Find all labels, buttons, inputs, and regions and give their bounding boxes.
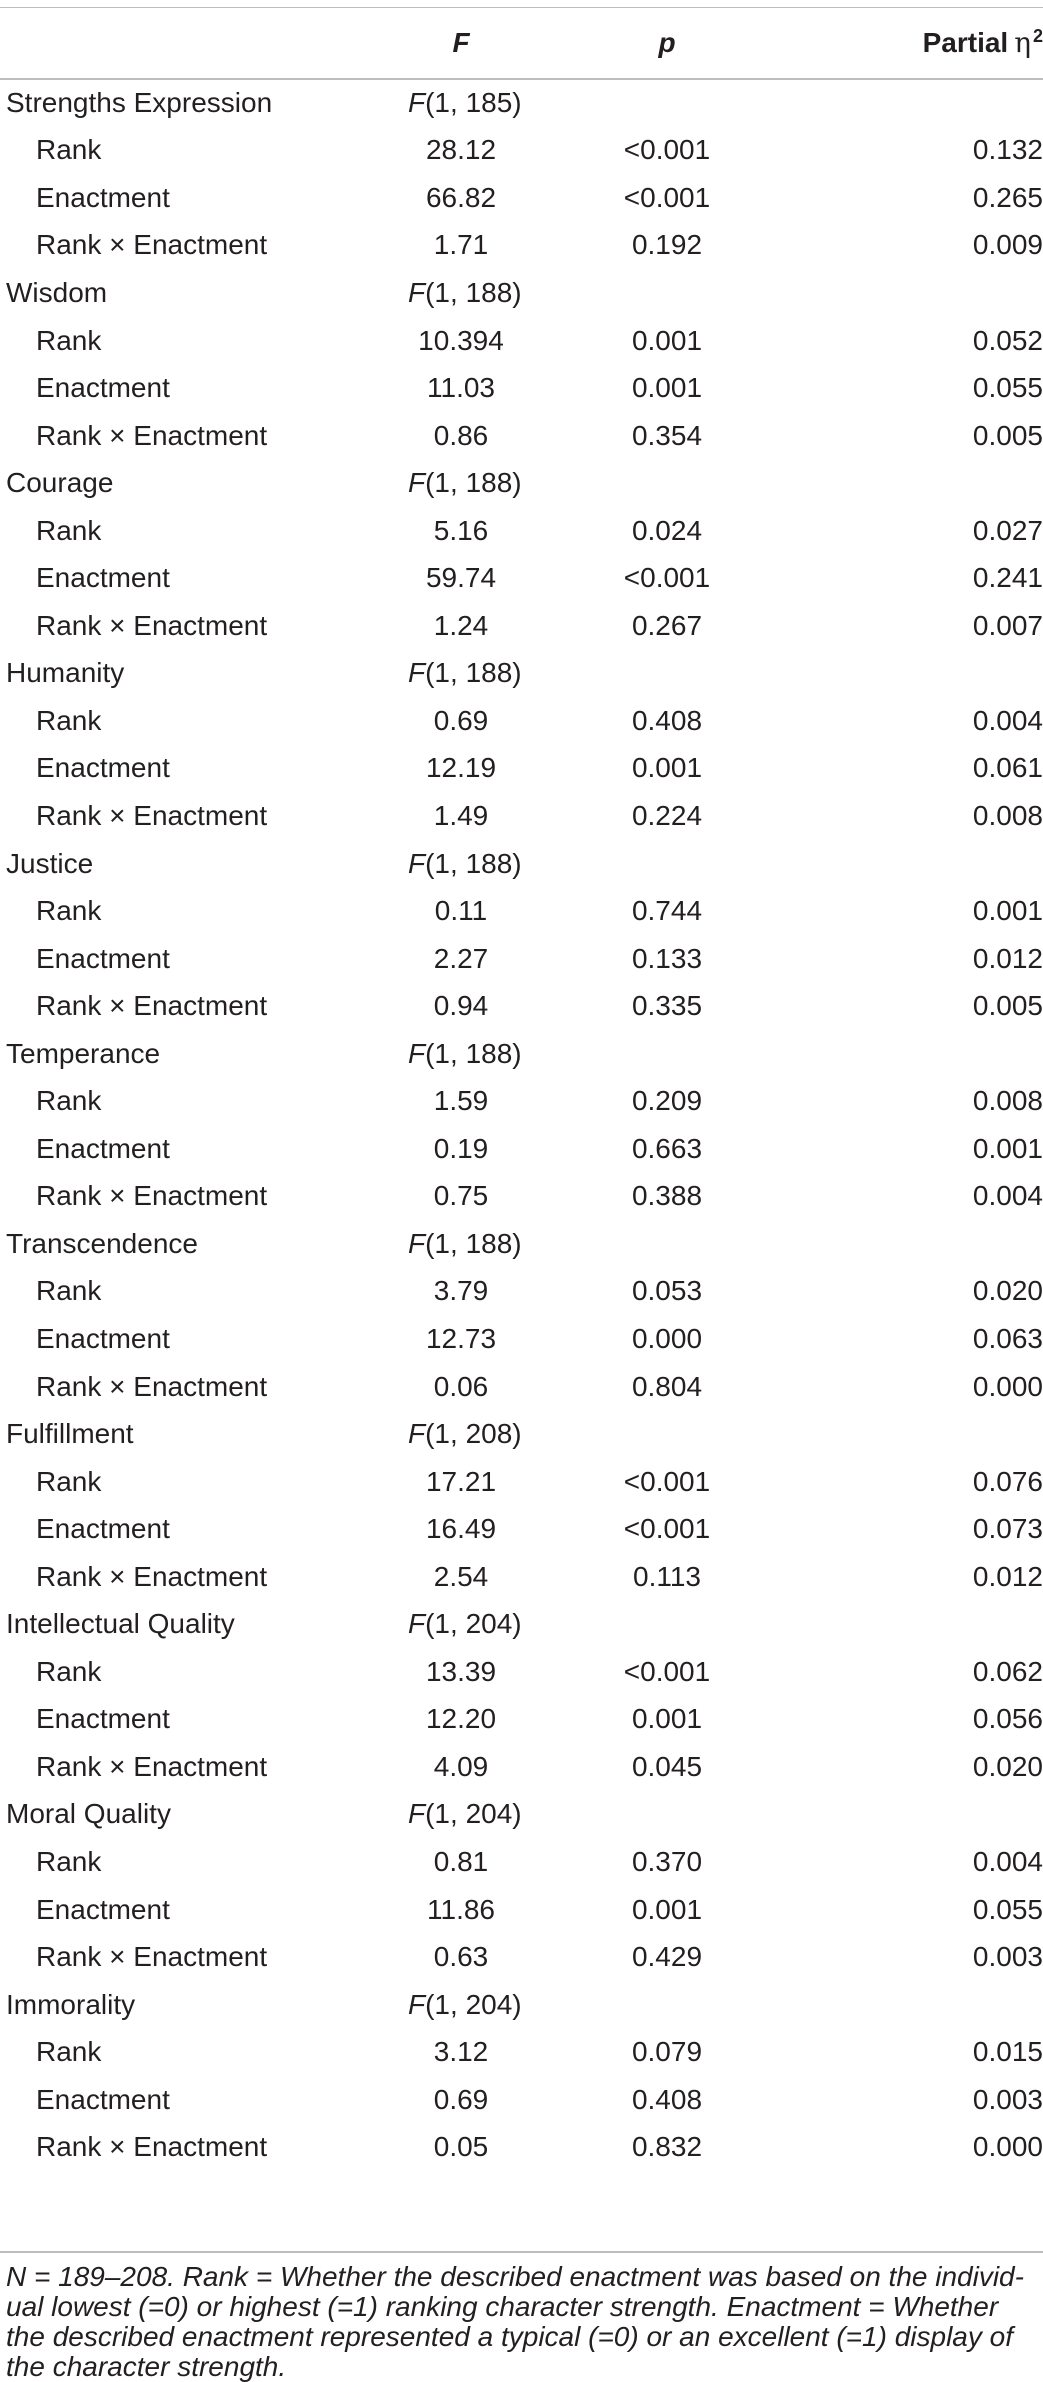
df-f-letter: F xyxy=(408,847,426,879)
table-row xyxy=(0,1458,1043,1506)
effect-label: Enactment xyxy=(36,752,170,784)
partial-eta-value: 0.055 xyxy=(972,372,1043,404)
p-value: 0.744 xyxy=(631,895,703,927)
table-row xyxy=(0,174,1043,222)
table-row xyxy=(0,317,1043,365)
partial-eta-value: 0.073 xyxy=(972,1513,1043,1545)
f-value: 3.79 xyxy=(433,1275,489,1307)
empty-cell xyxy=(792,79,1043,127)
effect-label: Rank × Enactment xyxy=(36,799,268,831)
f-value: 4.09 xyxy=(433,1750,489,1782)
partial-eta-value: 0.062 xyxy=(972,1655,1043,1687)
partial-eta-value: 0.000 xyxy=(972,1370,1043,1402)
effect-label: Rank × Enactment xyxy=(36,990,268,1022)
empty-cell xyxy=(542,1220,792,1268)
effect-label: Rank xyxy=(36,1275,102,1307)
partial-eta-value: 0.007 xyxy=(972,609,1043,641)
df-text xyxy=(408,467,522,498)
df-f-letter: F xyxy=(408,1418,426,1450)
empty-cell xyxy=(542,79,792,127)
p-value: 0.354 xyxy=(631,419,703,451)
table-bottom-rule xyxy=(0,2251,1043,2253)
footnote-line: the described enactment represented a typical (=0) or an excellent (=1) display of xyxy=(6,2321,1014,2352)
group-label: Wisdom xyxy=(6,276,108,308)
df-values: (1, 208) xyxy=(425,1418,522,1450)
footnote-line: the character strength. xyxy=(6,2351,287,2382)
effect-label: Rank xyxy=(36,2036,102,2068)
table-row xyxy=(0,792,1043,840)
partial-eta-value: 0.003 xyxy=(972,2083,1043,2115)
effect-label: Enactment xyxy=(36,372,170,404)
empty-cell xyxy=(542,840,792,888)
header-label-column xyxy=(0,7,380,79)
header-partial-eta-column xyxy=(792,7,1043,79)
p-value: <0.001 xyxy=(623,181,711,213)
f-value: 3.12 xyxy=(433,2036,489,2068)
table-body xyxy=(0,79,1043,2171)
p-value: 0.001 xyxy=(631,752,703,784)
partial-eta-value: 0.063 xyxy=(972,1322,1043,1354)
group-row xyxy=(0,650,1043,698)
df-values: (1, 185) xyxy=(425,87,522,119)
eta-superscript: 2 xyxy=(1032,26,1043,46)
f-value: 59.74 xyxy=(425,562,497,594)
group-degrees-of-freedom xyxy=(380,1601,542,1649)
partial-eta-value: 0.052 xyxy=(972,324,1043,356)
header-f-column: F xyxy=(380,7,542,79)
df-text xyxy=(408,1228,522,1259)
p-value: 0.408 xyxy=(631,704,703,736)
f-value: 2.54 xyxy=(433,1560,489,1592)
partial-eta-value: 0.001 xyxy=(972,1132,1043,1164)
p-value: 0.024 xyxy=(631,514,703,546)
partial-eta-value: 0.003 xyxy=(972,1941,1043,1973)
group-row xyxy=(0,459,1043,507)
header-p-column: p xyxy=(542,7,792,79)
effect-label: Rank × Enactment xyxy=(36,1941,268,1973)
group-label: Transcendence xyxy=(6,1227,198,1259)
effect-label: Enactment xyxy=(36,1132,170,1164)
table-row xyxy=(0,1315,1043,1363)
df-text xyxy=(408,87,522,118)
group-label: Intellectual Quality xyxy=(6,1608,235,1640)
effect-label: Rank xyxy=(36,1655,102,1687)
f-value: 5.16 xyxy=(433,514,489,546)
table-row xyxy=(0,697,1043,745)
effect-label: Rank xyxy=(36,1846,102,1877)
p-value: <0.001 xyxy=(623,1655,711,1687)
table-row xyxy=(0,127,1043,175)
effect-label: Enactment xyxy=(36,562,170,594)
f-value: 0.69 xyxy=(433,2083,489,2115)
header-row xyxy=(0,7,1043,79)
effect-label: Enactment xyxy=(36,2083,170,2115)
p-value: 0.804 xyxy=(631,1370,703,1402)
df-values: (1, 188) xyxy=(425,847,522,879)
group-label: Strengths Expression xyxy=(6,87,273,119)
p-value: 0.001 xyxy=(631,1703,703,1735)
empty-cell xyxy=(542,1601,792,1649)
footnote-line: N = 189–208. Rank = Whether the described enactment was based on the individ- xyxy=(6,2261,1024,2292)
p-value: 0.663 xyxy=(631,1132,703,1164)
f-value: 17.21 xyxy=(425,1465,497,1497)
df-f-letter: F xyxy=(408,1227,426,1259)
group-label: Courage xyxy=(6,467,114,499)
effect-label: Rank × Enactment xyxy=(36,1750,268,1782)
f-value: 11.03 xyxy=(427,372,495,404)
p-value: 0.267 xyxy=(631,609,703,641)
p-value: <0.001 xyxy=(623,1513,711,1545)
partial-eta-value: 0.009 xyxy=(972,229,1043,261)
group-label: Moral Quality xyxy=(6,1798,171,1830)
partial-eta-value: 0.132 xyxy=(972,134,1043,166)
df-text xyxy=(408,1989,522,2020)
p-value: 0.001 xyxy=(631,1893,703,1925)
group-degrees-of-freedom xyxy=(380,79,542,127)
f-value: 1.71 xyxy=(433,229,489,261)
f-value: 10.394 xyxy=(418,324,504,356)
effect-label: Rank × Enactment xyxy=(36,2131,268,2163)
effect-label: Enactment xyxy=(36,1322,170,1354)
anova-results-table xyxy=(0,7,1043,2171)
df-values: (1, 188) xyxy=(425,657,522,689)
df-f-letter: F xyxy=(408,1608,426,1640)
df-f-letter: F xyxy=(408,467,426,499)
table-row xyxy=(0,2124,1043,2172)
effect-label: Rank × Enactment xyxy=(36,1560,268,1592)
effect-label: Rank xyxy=(36,324,102,356)
p-value: 0.335 xyxy=(631,990,703,1022)
group-label: Immorality xyxy=(6,1988,136,2020)
table-header xyxy=(0,7,1043,79)
group-degrees-of-freedom xyxy=(380,840,542,888)
df-f-letter: F xyxy=(408,87,426,119)
partial-eta-value: 0.000 xyxy=(972,2131,1043,2163)
effect-label: Rank × Enactment xyxy=(36,229,268,261)
table-row xyxy=(0,2076,1043,2124)
table-row xyxy=(0,1553,1043,1601)
f-value: 11.86 xyxy=(427,1893,495,1925)
p-value: 0.832 xyxy=(631,2131,703,2163)
empty-cell xyxy=(542,1791,792,1839)
p-value: 0.079 xyxy=(631,2036,703,2068)
f-value: 1.24 xyxy=(433,609,489,641)
f-value: 13.39 xyxy=(425,1655,497,1687)
df-f-letter: F xyxy=(408,657,426,689)
table-row xyxy=(0,1268,1043,1316)
p-value: <0.001 xyxy=(623,1465,711,1497)
effect-label: Rank xyxy=(36,514,102,546)
table-row xyxy=(0,507,1043,555)
p-value: 0.133 xyxy=(631,942,703,974)
partial-eta-value: 0.008 xyxy=(972,799,1043,831)
effect-label: Rank × Enactment xyxy=(36,1370,268,1402)
empty-cell xyxy=(792,1030,1043,1078)
p-value: <0.001 xyxy=(623,134,711,166)
header-partial-text: Partial xyxy=(922,27,1009,58)
df-values: (1, 188) xyxy=(425,276,522,308)
p-value: 0.053 xyxy=(631,1275,703,1307)
p-value: 0.001 xyxy=(631,372,703,404)
effect-label: Rank xyxy=(36,1465,102,1497)
group-degrees-of-freedom xyxy=(380,1410,542,1458)
df-values: (1, 188) xyxy=(425,1037,522,1069)
table-row xyxy=(0,222,1043,270)
f-value: 2.27 xyxy=(433,942,489,974)
partial-eta-value: 0.005 xyxy=(972,419,1043,451)
effect-label: Rank xyxy=(36,704,102,736)
group-degrees-of-freedom xyxy=(380,650,542,698)
df-f-letter: F xyxy=(408,1037,426,1069)
df-text xyxy=(408,1608,522,1639)
f-value: 0.11 xyxy=(434,895,488,927)
table-row xyxy=(0,364,1043,412)
effect-label: Rank × Enactment xyxy=(36,609,268,641)
empty-cell xyxy=(792,459,1043,507)
p-value: 0.113 xyxy=(633,1560,701,1592)
group-row xyxy=(0,1601,1043,1649)
f-value: 12.19 xyxy=(425,752,497,784)
p-value: 0.224 xyxy=(631,799,703,831)
table-row xyxy=(0,412,1043,460)
table-row xyxy=(0,1077,1043,1125)
group-degrees-of-freedom xyxy=(380,459,542,507)
partial-eta-value: 0.005 xyxy=(972,990,1043,1022)
empty-cell xyxy=(792,1410,1043,1458)
df-f-letter: F xyxy=(408,1798,426,1830)
table-row xyxy=(0,887,1043,935)
empty-cell xyxy=(542,1030,792,1078)
effect-label: Enactment xyxy=(36,1703,170,1735)
table-row xyxy=(0,1505,1043,1553)
f-value: 0.86 xyxy=(433,419,489,451)
group-label: Humanity xyxy=(6,657,125,689)
table-row xyxy=(0,1933,1043,1981)
df-values: (1, 188) xyxy=(425,467,522,499)
empty-cell xyxy=(792,1220,1043,1268)
df-text xyxy=(408,1798,522,1829)
effect-label: Enactment xyxy=(36,942,170,974)
df-text xyxy=(408,657,522,688)
table-row xyxy=(0,1648,1043,1696)
group-label: Fulfillment xyxy=(6,1418,134,1450)
f-value: 0.75 xyxy=(433,1180,489,1212)
f-value: 0.63 xyxy=(433,1941,489,1973)
group-degrees-of-freedom xyxy=(380,1981,542,2029)
df-values: (1, 204) xyxy=(425,1988,522,2020)
partial-eta-value: 0.241 xyxy=(972,562,1043,594)
effect-label: Rank xyxy=(36,1085,102,1117)
f-value: 1.49 xyxy=(433,799,489,831)
df-text xyxy=(408,277,522,308)
partial-eta-value: 0.265 xyxy=(972,181,1043,213)
table-footnote xyxy=(6,2262,1038,2382)
p-value: <0.001 xyxy=(623,562,711,594)
p-value: 0.001 xyxy=(631,324,703,356)
partial-eta-value: 0.015 xyxy=(972,2036,1043,2068)
partial-eta-value: 0.004 xyxy=(972,704,1043,736)
partial-eta-value: 0.008 xyxy=(972,1085,1043,1117)
table-row xyxy=(0,1173,1043,1221)
group-row xyxy=(0,1410,1043,1458)
partial-eta-value: 0.056 xyxy=(972,1703,1043,1735)
p-value: 0.388 xyxy=(631,1180,703,1212)
group-row xyxy=(0,79,1043,127)
partial-eta-value: 0.012 xyxy=(972,942,1043,974)
p-value: 0.045 xyxy=(631,1750,703,1782)
table-row xyxy=(0,1743,1043,1791)
partial-eta-value: 0.027 xyxy=(972,514,1043,546)
empty-cell xyxy=(542,1981,792,2029)
partial-eta-value: 0.004 xyxy=(972,1846,1043,1877)
df-text xyxy=(408,848,522,879)
df-f-letter: F xyxy=(408,1988,426,2020)
table-row xyxy=(0,1886,1043,1934)
eta-symbol: η xyxy=(1014,26,1031,59)
table-row xyxy=(0,1838,1043,1886)
group-row xyxy=(0,269,1043,317)
empty-cell xyxy=(542,459,792,507)
table-row xyxy=(0,602,1043,650)
p-value: 0.209 xyxy=(631,1085,703,1117)
empty-cell xyxy=(542,650,792,698)
p-value: 0.429 xyxy=(631,1941,703,1973)
df-values: (1, 204) xyxy=(425,1608,522,1640)
f-value: 0.19 xyxy=(433,1132,489,1164)
effect-label: Rank × Enactment xyxy=(36,419,268,451)
partial-eta-value: 0.055 xyxy=(972,1893,1043,1925)
table-row xyxy=(0,982,1043,1030)
f-value: 0.81 xyxy=(433,1846,489,1877)
effect-label: Rank xyxy=(36,895,102,927)
partial-eta-value: 0.061 xyxy=(972,752,1043,784)
table-row xyxy=(0,935,1043,983)
table-row xyxy=(0,1696,1043,1744)
df-values: (1, 204) xyxy=(425,1798,522,1830)
group-row xyxy=(0,1981,1043,2029)
partial-eta-value: 0.012 xyxy=(972,1560,1043,1592)
partial-eta-value: 0.076 xyxy=(972,1465,1043,1497)
f-value: 12.20 xyxy=(425,1703,497,1735)
empty-cell xyxy=(792,1601,1043,1649)
f-value: 0.06 xyxy=(433,1370,489,1402)
empty-cell xyxy=(792,1791,1043,1839)
effect-label: Enactment xyxy=(36,181,170,213)
partial-eta-value: 0.001 xyxy=(972,895,1043,927)
f-value: 0.69 xyxy=(433,704,489,736)
f-value: 66.82 xyxy=(425,181,497,213)
empty-cell xyxy=(792,269,1043,317)
f-value: 16.49 xyxy=(425,1513,497,1545)
group-label: Justice xyxy=(6,847,94,879)
table-row xyxy=(0,1363,1043,1411)
group-row xyxy=(0,1220,1043,1268)
group-degrees-of-freedom xyxy=(380,1220,542,1268)
table-row xyxy=(0,554,1043,602)
group-degrees-of-freedom xyxy=(380,1030,542,1078)
effect-label: Enactment xyxy=(36,1893,170,1925)
df-f-letter: F xyxy=(408,276,426,308)
table-row xyxy=(0,1125,1043,1173)
empty-cell xyxy=(792,650,1043,698)
footnote-line: ual lowest (=0) or highest (=1) ranking character strength. Enactment = Whether xyxy=(6,2291,999,2322)
p-value: 0.408 xyxy=(631,2083,703,2115)
group-label: Temperance xyxy=(6,1037,161,1069)
empty-cell xyxy=(542,269,792,317)
effect-label: Rank × Enactment xyxy=(36,1180,268,1212)
group-row xyxy=(0,1791,1043,1839)
df-values: (1, 188) xyxy=(425,1227,522,1259)
empty-cell xyxy=(792,1981,1043,2029)
partial-eta-value: 0.004 xyxy=(972,1180,1043,1212)
f-value: 12.73 xyxy=(425,1322,497,1354)
f-value: 28.12 xyxy=(425,134,497,166)
p-value: 0.192 xyxy=(631,229,703,261)
table-row xyxy=(0,745,1043,793)
p-value: 0.370 xyxy=(631,1846,703,1877)
effect-label: Enactment xyxy=(36,1513,170,1545)
f-value: 1.59 xyxy=(433,1085,489,1117)
table-row xyxy=(0,2028,1043,2076)
partial-eta-value: 0.020 xyxy=(972,1750,1043,1782)
group-row xyxy=(0,840,1043,888)
f-value: 0.94 xyxy=(433,990,489,1022)
partial-eta-value: 0.020 xyxy=(972,1275,1043,1307)
df-text xyxy=(408,1418,522,1449)
group-degrees-of-freedom xyxy=(380,1791,542,1839)
p-value: 0.000 xyxy=(631,1322,703,1354)
empty-cell xyxy=(792,840,1043,888)
effect-label: Rank xyxy=(36,134,102,166)
f-value: 0.05 xyxy=(433,2131,489,2163)
df-text xyxy=(408,1038,522,1069)
empty-cell xyxy=(542,1410,792,1458)
group-degrees-of-freedom xyxy=(380,269,542,317)
group-row xyxy=(0,1030,1043,1078)
